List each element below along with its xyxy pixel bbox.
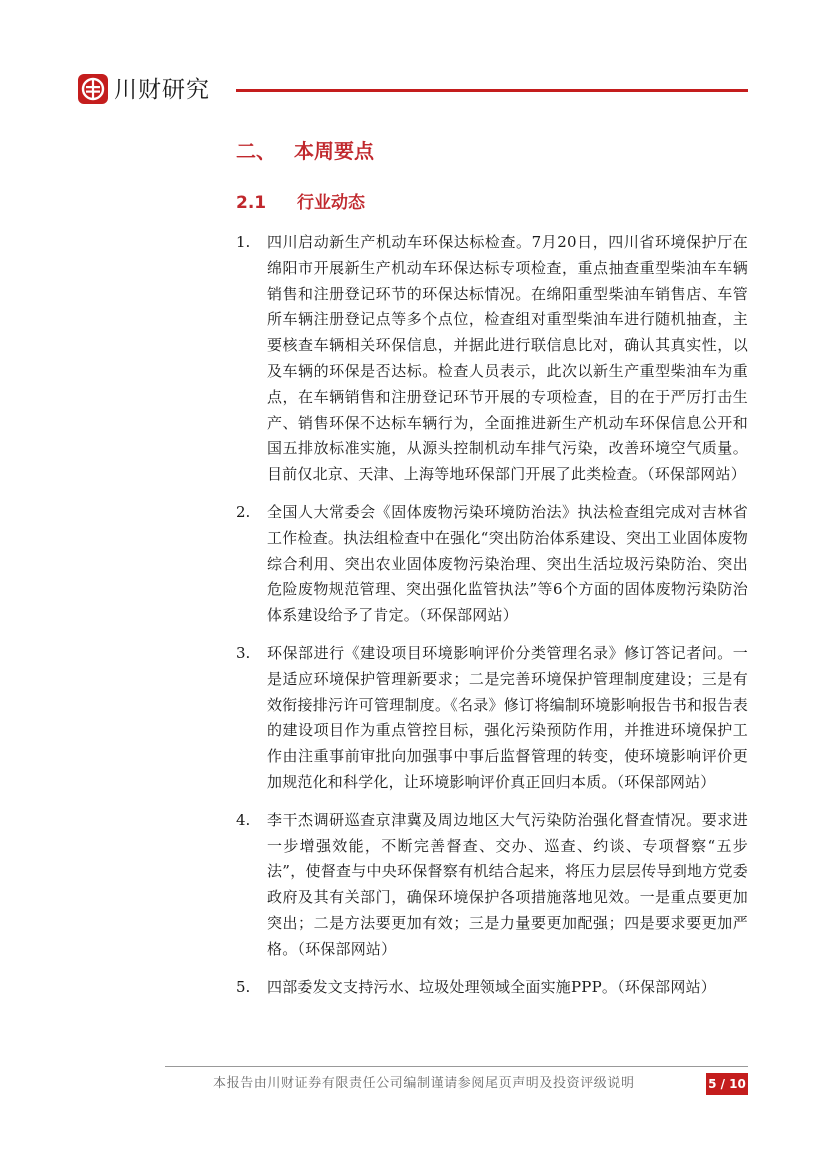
subsection-heading bbox=[236, 188, 365, 213]
list-item bbox=[236, 500, 748, 629]
brand-logo-icon bbox=[77, 73, 109, 105]
list-item-text: 四川启动新生产机动车环保达标检查。7月20日，四川省环境保护厅在绵阳市开展新生产机动车环保达标专项检查，重点抽查重型柴油车车辆销售和注册登记环节的环保达标情况。在绵阳重型柴油车销售店、车管所车辆注册登记点等多个点位，检查组对重型柴油车进行随机抽查，主要核查车辆相关环保信息，并据此进行联信息比对，确认其真实性，以及车辆的环保是否达标。检查人员表示，此次以新生产重型柴油车为重点，在车辆销售和注册登记环节开展的专项检查，目的在于严厉打击生产、销售环保不达标车辆行为，全面推进新生产机动车环保信息公开和国五排放标准实施，从源头控制机动车排气污染，改善环境空气质量。目前仅北京、天津、上海等地环保部门开展了此类检查。（环保部网站） bbox=[267, 233, 748, 484]
list-item bbox=[236, 641, 748, 796]
list-item bbox=[236, 230, 748, 488]
section-title: 本周要点 bbox=[294, 139, 374, 163]
news-list bbox=[236, 230, 748, 1012]
list-item-text: 环保部进行《建设项目环境影响评价分类管理名录》修订答记者问。一是适应环境保护管理新要求；二是完善环境保护管理制度建设；三是有效衔接排污许可管理制度。《名录》修订将编制环境影响报告书和报告表的建设项目作为重点管控目标，强化污染预防作用，并推进环境保护工作由注重事前审批向加强事中事后监督管理的转变，使环境影响评价更加规范化和科学化，让环境影响评价真正回归本质。（环保部网站） bbox=[267, 643, 748, 791]
list-item-text: 李干杰调研巡查京津冀及周边地区大气污染防治强化督查情况。要求进一步增强效能，不断完善督查、交办、巡查、约谈、专项督察“五步法”，使督查与中央环保督察有机结合起来，将压力层层传导到地方党委政府及其有关部门，确保环境保护各项措施落地见效。一是重点要更加突出；二是方法要更加有效；三是力量要更加配强；四是要求要更加严格。（环保部网站） bbox=[267, 810, 748, 958]
list-item-number: 3. bbox=[236, 643, 251, 662]
brand-logo bbox=[77, 73, 210, 107]
section-number: 二、 bbox=[236, 139, 276, 163]
footer-rule bbox=[165, 1066, 748, 1067]
subsection-number: 2.1 bbox=[236, 193, 267, 213]
subsection-title: 行业动态 bbox=[297, 193, 365, 213]
list-item bbox=[236, 975, 748, 1001]
section-heading bbox=[236, 135, 374, 164]
list-item bbox=[236, 808, 748, 963]
list-item-text: 全国人大常委会《固体废物污染环境防治法》执法检查组完成对吉林省工作检查。执法组检查中在强化“突出防治体系建设、突出工业固体废物综合利用、突出农业固体废物污染治理、突出生活垃圾污染防治、突出危险废物规范管理、突出强化监管执法”等6个方面的固体废物污染防治体系建设给予了肯定。（环保部网站） bbox=[267, 502, 748, 625]
page-number-badge: 5 / 10 bbox=[706, 1073, 748, 1095]
list-item-number: 5. bbox=[236, 977, 251, 996]
list-item-number: 2. bbox=[236, 502, 251, 521]
header-rule bbox=[236, 89, 748, 92]
footer-disclaimer: 本报告由川财证券有限责任公司编制谨请参阅尾页声明及投资评级说明 bbox=[213, 1076, 635, 1091]
list-item-number: 1. bbox=[236, 233, 251, 251]
brand-name: 川财研究 bbox=[114, 77, 210, 103]
list-item-text: 四部委发文支持污水、垃圾处理领域全面实施PPP。（环保部网站） bbox=[267, 977, 716, 996]
list-item-number: 4. bbox=[236, 810, 251, 829]
